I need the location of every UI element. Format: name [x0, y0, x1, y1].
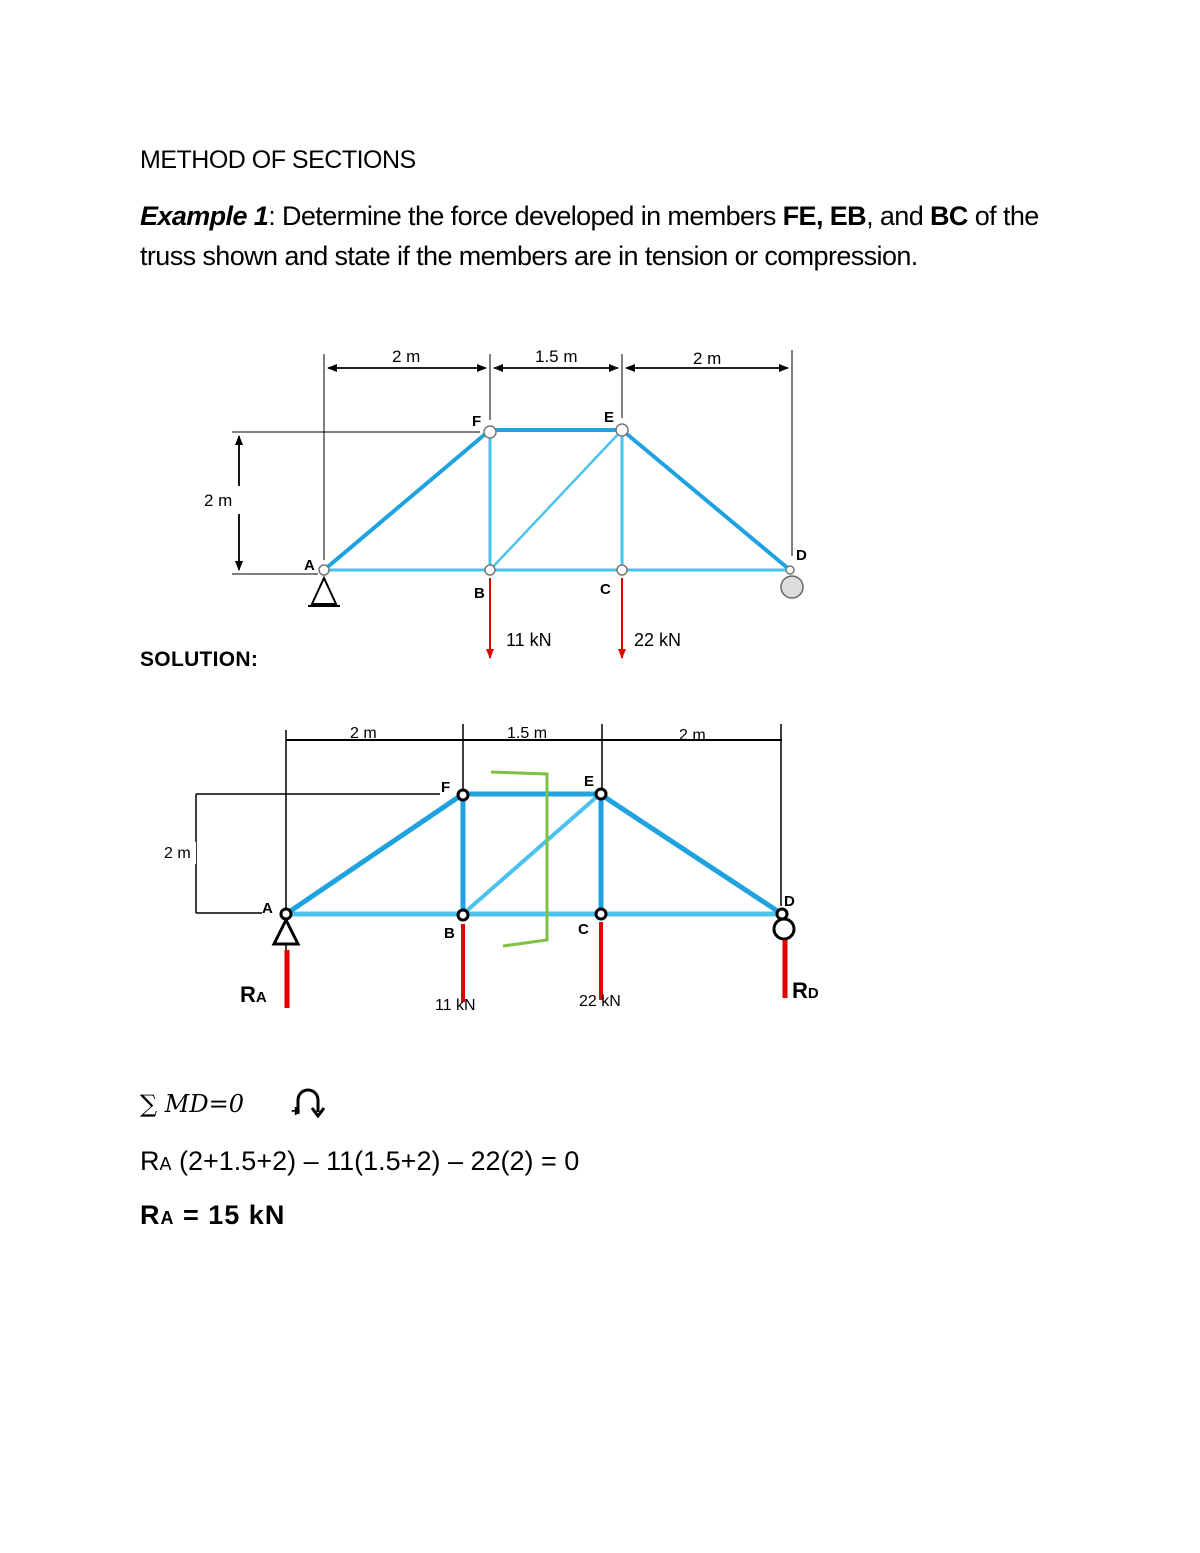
load-label-b: 11 kN	[435, 997, 476, 1014]
member-names-1: FE, EB	[782, 201, 867, 231]
node-label-a: A	[304, 557, 315, 574]
dimension-arrows	[239, 368, 788, 570]
problem-text-2: , and	[866, 201, 931, 231]
node-label-b: B	[444, 925, 455, 942]
dim-label-1: 2 m	[392, 347, 421, 366]
node-label-f: F	[441, 779, 451, 796]
load-label-c: 22 kN	[634, 630, 682, 650]
dim-label-2: 1.5 m	[535, 347, 578, 366]
moment-sum-equation	[140, 1090, 244, 1118]
sum-text: MD=0	[164, 1090, 244, 1118]
truss-diagram-2	[0, 700, 1200, 1040]
reaction-label-d: RD	[792, 978, 819, 1003]
member-af	[286, 794, 463, 914]
node-label-d: D	[784, 893, 795, 910]
problem-text-3: of the truss shown and state if the members are in tension or compression.	[140, 201, 1039, 271]
solution-label: SOLUTION:	[140, 648, 259, 671]
reaction-result: RA = 15 kN	[140, 1200, 286, 1230]
node-label-b: B	[474, 585, 485, 602]
roller-support-icon	[774, 919, 794, 939]
pin-support-icon	[274, 920, 298, 944]
load-label-b: 11 kN	[506, 630, 552, 650]
moment-sign: +	[291, 1103, 301, 1120]
member-be	[463, 794, 600, 914]
problem-text-1: : Determine the force developed in members	[268, 201, 783, 231]
roller-support-icon	[781, 576, 803, 598]
dim-label-height: 2 m	[204, 491, 233, 510]
example-label: Example 1	[140, 201, 269, 231]
reaction-equation: RA (2+1.5+2) – 11(1.5+2) – 22(2) = 0	[140, 1146, 580, 1176]
member-ed	[622, 430, 790, 570]
dim-label-2: 1.5 m	[507, 725, 548, 742]
dim-label-height: 2 m	[164, 845, 191, 862]
node-label-e: E	[604, 409, 615, 426]
node-label-c: C	[600, 581, 611, 598]
node-label-a: A	[262, 900, 273, 917]
member-be	[490, 430, 622, 570]
member-names-2: BC	[930, 201, 968, 231]
node-label-d: D	[796, 547, 807, 564]
node-label-e: E	[584, 773, 595, 790]
dim-label-1: 2 m	[350, 725, 377, 742]
counterclockwise-moment-icon	[286, 1084, 330, 1124]
node-label-f: F	[472, 413, 482, 430]
sum-symbol: ∑	[140, 1090, 158, 1118]
joints	[281, 789, 787, 920]
heading: METHOD OF SECTIONS	[140, 146, 416, 174]
reaction-label-a: RA	[240, 982, 267, 1007]
truss-members	[324, 430, 790, 570]
dim-label-3: 2 m	[679, 727, 706, 744]
member-ed	[600, 794, 782, 914]
load-label-c: 22 kN	[579, 993, 621, 1010]
truss-members	[286, 794, 782, 914]
node-label-c: C	[578, 921, 589, 938]
member-af	[324, 430, 490, 570]
truss-diagram-1	[0, 0, 1200, 700]
dim-label-3: 2 m	[693, 349, 722, 368]
dimension-extension-lines	[232, 350, 792, 574]
section-cut-line	[491, 772, 547, 946]
pin-support-icon	[312, 578, 336, 604]
